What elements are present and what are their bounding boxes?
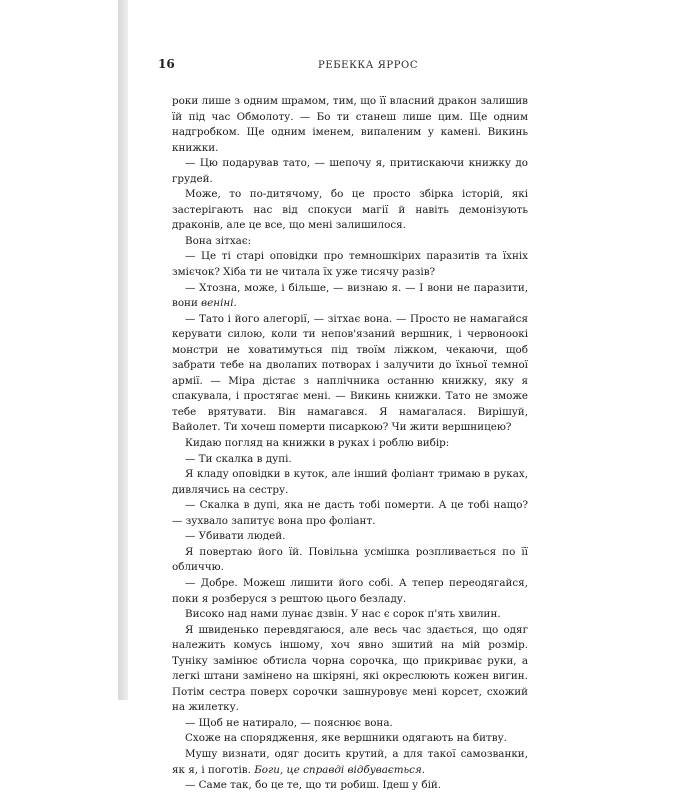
paragraph: Високо над нами лунає дзвін. У нас є сорок п'ять хвилин.	[185, 608, 501, 621]
paragraph: — Цю подарував тато, — шепочу я, притискаючи книжку до грудей.	[172, 157, 528, 185]
paragraph: — Тато і його алегорії, — зітхає вона. — Просто не намагайся керувати силою, коли ти непов'язаний вершник, і червоноокі монстри не ховатимуться під твоїм ліжком, чекаючи, щоб забрати тебе на дволапих потворах і залучити до їхньої темної армії. — Міра дістає з наплічника останню книжку, яку я спакувала, і простягає мені. — Викинь книжки. Тато не зможе тебе врятувати. Він намагався. Я намагалася. Вирішуй, Вайолет. Ти хочеш померти писаркою? Чи жити вершницею?	[172, 312, 528, 434]
paragraph: Кидаю погляд на книжки в руках і роблю вибір:	[185, 437, 450, 450]
italic-word: венінi.	[201, 297, 237, 310]
paragraph: Я кладу оповідки в куток, але інший фоліант тримаю в руках, дивлячись на сестру.	[172, 468, 528, 496]
paragraph: — Ти скалка в дупі.	[185, 452, 292, 465]
paragraph: роки лише з одним шрамом, тим, що її власний дракон залишив їй під час Обмолоту. — Бо ти станеш лише цим. Ще одним надгробком. Ще одним іменем, випаленим у камені. Викинь книжки.	[172, 95, 528, 154]
paragraph: — Добре. Можеш лишити його собі. А тепер переодягайся, поки я розберуся з рештою цього безладу.	[172, 576, 528, 605]
running-head-author: РЕБЕККА ЯРРОС	[318, 60, 419, 71]
paragraph: — Хтозна, може, і більше, — визнаю я. — І вони не паразити, вони венінi.	[172, 281, 528, 310]
italic-phrase: Боги, це справді відбувається.	[254, 763, 426, 776]
paragraph: Я швиденько перевдягаюся, але весь час здається, що одяг належить комусь іншому, хоч явно зшитий на мій розмір. Туніку замінює обтисла чорна сорочка, що прикриває руки, а легкі штани замінено на шкіряні, які окреслюють кожен вигин. Потім сестра поверх сорочки зашнуровує мені корсет, схожий на жилетку.	[172, 623, 528, 714]
paragraph: — Щоб не натирало, — пояснює вона.	[185, 716, 393, 729]
paragraph: — Саме так, бо це те, що ти робиш. Ідеш у бій.	[185, 779, 442, 792]
body-text	[172, 94, 528, 794]
paragraph: — Скалка в дупі, яка не дасть тобі померти. А це тобі нащо? — зухвало запитує вона про фоліант.	[172, 499, 528, 527]
paragraph: — Це ті старі оповідки про темношкірих паразитів та їхніх змієчок? Хіба ти не читала їх уже тисячу разів?	[172, 250, 528, 279]
paragraph: Я повертаю його їй. Повільна усмішка розпливається по її обличчю.	[172, 545, 528, 574]
paragraph: Схоже на спорядження, яке вершники одягають на битву.	[185, 732, 507, 745]
page-number: 16	[158, 57, 175, 71]
paragraph: — Убивати людей.	[185, 530, 286, 543]
paragraph: Вона зітхає:	[185, 234, 252, 247]
paragraph: Може, то по-дитячому, бо це просто збірка історій, які застерігають нас від спокуси магії й навіть демонізують драконів, але це все, що мені залишилося.	[172, 188, 528, 232]
paragraph: Мушу визнати, одяг досить крутий, а для такої самозванки, як я, і поготів. Боги, це справді відбувається.	[172, 747, 528, 776]
